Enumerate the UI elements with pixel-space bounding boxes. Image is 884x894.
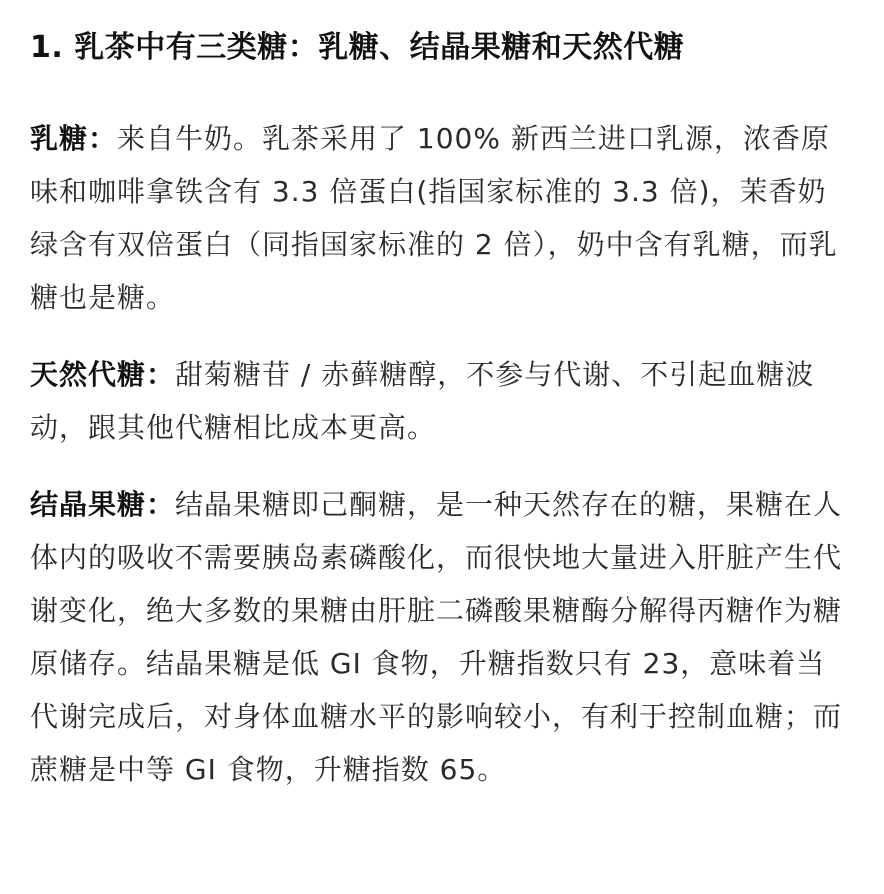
text-lactose: 来自牛奶。乳茶采用了 100% 新西兰进口乳源，浓香原味和咖啡拿铁含有 3.3 倍蛋白(指国家标准的 3.3 倍)，茉香奶绿含有双倍蛋白（同指国家标准的 2 倍），奶中含有乳糖，而乳糖也是糖。 (30, 122, 838, 314)
term-natural-sweetener: 天然代糖： (30, 358, 176, 391)
text-crystalline-fructose: 结晶果糖即己酮糖，是一种天然存在的糖，果糖在人体内的吸收不需要胰岛素磷酸化，而很快地大量进入肝脏产生代谢变化，绝大多数的果糖由肝脏二磷酸果糖酶分解得丙糖作为糖原储存。结晶果糖是低 GI 食物，升糖指数只有 23，意味着当代谢完成后，对身体血糖水平的影响较小，有利于控制血糖；而蔗糖是中等 GI 食物，升糖指数 65。 (30, 488, 843, 786)
paragraph-lactose (30, 112, 854, 324)
section-heading: 1. 乳茶中有三类糖：乳糖、结晶果糖和天然代糖 (30, 30, 685, 65)
paragraph-natural-sweetener (30, 348, 854, 454)
text-natural-sweetener: 甜菊糖苷 / 赤藓糖醇，不参与代谢、不引起血糖波动，跟其他代糖相比成本更高。 (30, 358, 815, 444)
paragraph-crystalline-fructose (30, 478, 854, 796)
term-crystalline-fructose: 结晶果糖： (30, 488, 176, 521)
term-lactose: 乳糖： (30, 122, 118, 155)
